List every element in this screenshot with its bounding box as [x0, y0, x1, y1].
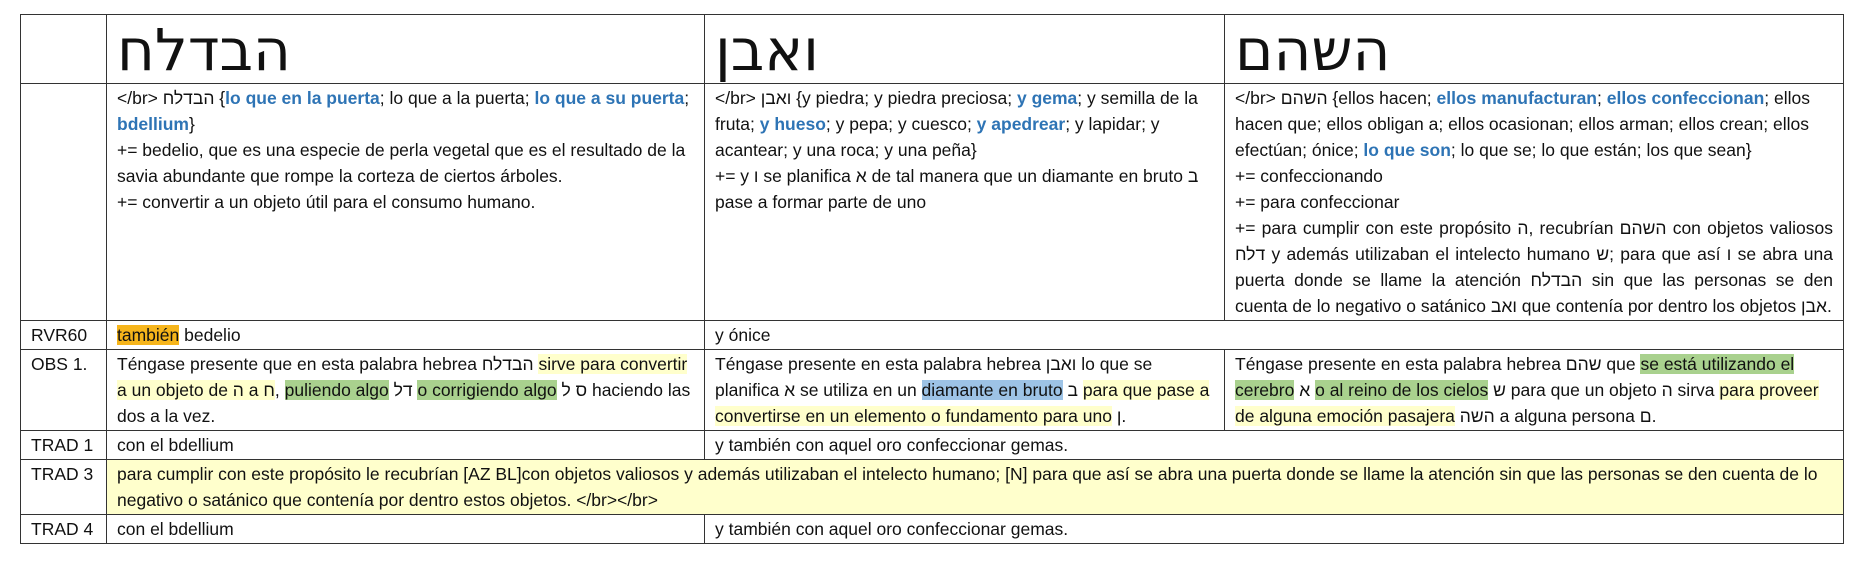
definition-line: += bedelio, que es una especie de perla vegetal que es el resultado de la savia abundante que rompe la corteza de ciertos árboles.: [117, 140, 686, 186]
definition-line: </br> הבדלח {lo que en la puerta; lo que a la puerta; lo que a su puerta; bdellium}: [117, 88, 690, 134]
rvr60-cell-2: y ónice: [705, 321, 1844, 350]
definition-line: += convertir a un objeto útil para el consumo humano.: [117, 192, 536, 212]
definition-line: += para confeccionar: [1235, 192, 1400, 212]
row-label: TRAD 4: [21, 515, 107, 544]
row-label: TRAD 3: [21, 460, 107, 515]
obs1-cell-2: Téngase presente en esta palabra hebrea ואבן lo que se planifica א se utiliza en un diamante en bruto ב para que pase a convertirse en un elemento o fundamento para uno ן.: [705, 350, 1225, 431]
definition-cell-2: [705, 84, 1225, 321]
row-trad3: [21, 460, 1844, 515]
obs1-cell-1: Téngase presente que en esta palabra hebrea הבדלח sirve para convertir a un objeto de ה a ח, puliendo algo דל o corrigiendo algo ס ל haciendo las dos a la vez.: [107, 350, 705, 431]
definitions-row: [21, 84, 1844, 321]
definition-line: += confeccionando: [1235, 166, 1383, 186]
definition-line: += para cumplir con este propósito ה, recubrían השהם con objetos valiosos דלח y además utilizaban el intelecto humano ש; para que así ו se abra una puerta donde se llame la atención הבדלח sin que las personas se den cuenta de lo negativo o satánico ואב que contenía por dentro los objetos אבן.: [1235, 218, 1833, 316]
trad4-cell-1: con el bdellium: [107, 515, 705, 544]
row-label: OBS 1.: [21, 350, 107, 431]
header-word-3: השהם: [1225, 15, 1844, 84]
definitions-label-cell: [21, 84, 107, 321]
obs1-cell-3: Téngase presente en esta palabra hebrea שהם que se está utilizando el cerebro א o al reino de los cielos ש para que un objeto ה sirva para proveer de alguna emoción pasajera השה a alguna persona ם.: [1225, 350, 1844, 431]
header-row: [21, 15, 1844, 84]
trad1-cell-1: con el bdellium: [107, 431, 705, 460]
definition-line: += y ו se planifica א de tal manera que un diamante en bruto ב pase a formar parte de uno: [715, 166, 1199, 212]
header-empty-cell: [21, 15, 107, 84]
trad3-cell: para cumplir con este propósito le recubrían [AZ BL]con objetos valiosos y además utilizaban el intelecto humano; [N] para que así se abra una puerta donde se llame la atención sin que las personas se den cuenta de lo negativo o satánico que contenía por dentro estos objetos. </br></br>: [107, 460, 1844, 515]
row-trad1: [21, 431, 1844, 460]
trad4-cell-2: y también con aquel oro confeccionar gemas.: [705, 515, 1844, 544]
row-obs1: [21, 350, 1844, 431]
row-label: TRAD 1: [21, 431, 107, 460]
header-word-2: ואבן: [705, 15, 1225, 84]
definition-line: </br> השהם {ellos hacen; ellos manufacturan; ellos confeccionan; ellos hacen que; ellos obligan a; ellos ocasionan; ellos arman; ellos crean; ellos efectúan; ónice; lo que son; lo que se; lo que están; los que sean}: [1235, 88, 1810, 160]
row-trad4: [21, 515, 1844, 544]
definition-line: </br> ואבן {y piedra; y piedra preciosa; y gema; y semilla de la fruta; y hueso; y pepa; y cuesco; y apedrear; y lapidar; y acantear; y una roca; y una peña}: [715, 88, 1198, 160]
interlinear-table: [20, 14, 1844, 544]
definition-cell-1: [107, 84, 705, 321]
header-word-1: הבדלח: [107, 15, 705, 84]
definition-cell-3: [1225, 84, 1844, 321]
trad1-cell-2: y también con aquel oro confeccionar gemas.: [705, 431, 1844, 460]
rvr60-cell-1: también bedelio: [107, 321, 705, 350]
row-rvr60: [21, 321, 1844, 350]
row-label: RVR60: [21, 321, 107, 350]
